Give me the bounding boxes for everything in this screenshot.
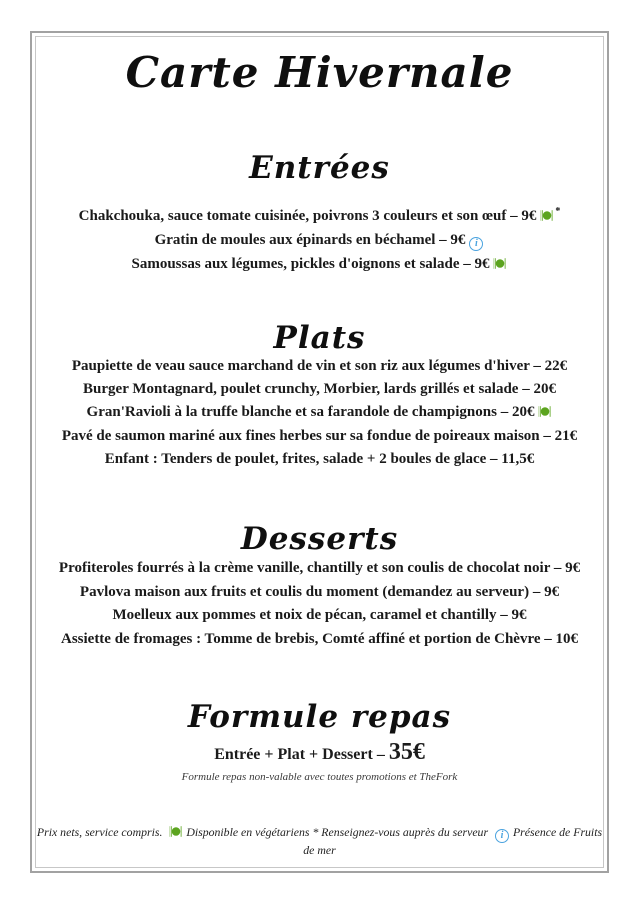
menu-item-text: Gran'Ravioli à la truffe blanche et sa farandole de champignons – 20€: [86, 404, 535, 421]
page-title: Carte Hivernale: [125, 48, 514, 97]
vegetarian-icon: [169, 825, 182, 840]
section-items-entrees: [30, 200, 609, 276]
menu-item: [30, 252, 609, 276]
menu-item-text: Paupiette de veau sauce marchand de vin et son riz aux légumes d'hiver – 22€: [71, 358, 568, 374]
menu-item: [30, 557, 609, 581]
menu-item: [30, 448, 609, 471]
menu-item: [30, 581, 609, 605]
menu-item-text: Gratin de moules aux épinards en béchamel – 9€: [154, 232, 466, 248]
vegetarian-icon: [540, 204, 553, 228]
menu-item-text: Assiette de fromages : Tomme de brebis, Comté affiné et portion de Chèvre – 10€: [60, 630, 578, 647]
menu-item-text: Samoussas aux légumes, pickles d'oignons et salade – 9€: [131, 256, 490, 272]
menu-item-text: Enfant : Tenders de poulet, frites, salade + 2 boules de glace – 11,5€: [104, 450, 535, 467]
footer-legal-line: [30, 825, 609, 858]
menu-item-text: Profiteroles fourrés à la crème vanille, chantilly et son coulis de chocolat noir – 9€: [58, 560, 581, 576]
footer-text-prices: Prix nets, service compris.: [36, 825, 163, 839]
menu-item: [30, 378, 609, 401]
section-heading-formule: Formule repas: [187, 699, 452, 735]
formule-price: 35€: [388, 739, 425, 765]
section-heading-desserts: Desserts: [240, 521, 399, 557]
footer-text-vegetarian: Disponible en végétariens * Renseignez-vous auprès du serveur: [186, 825, 489, 839]
menu-item: [30, 425, 609, 448]
menu-item-text: Pavé de saumon mariné aux fines herbes sur sa fondue de poireaux maison – 21€: [61, 427, 578, 444]
info-icon: i: [495, 829, 509, 843]
menu-item: [30, 228, 609, 252]
menu-item: [30, 401, 609, 424]
vegetarian-icon: [493, 252, 506, 276]
info-icon: i: [469, 237, 483, 251]
section-heading-plats: Plats: [273, 320, 366, 356]
menu-item: [30, 200, 609, 228]
menu-item-text: Burger Montagnard, poulet crunchy, Morbier, lards grillés et salade – 20€: [83, 381, 556, 398]
menu-item-text: Chakchouka, sauce tomate cuisinée, poivrons 3 couleurs et son œuf – 9€: [78, 208, 537, 224]
formule-line-text: Entrée + Plat + Dessert –: [214, 746, 389, 763]
menu-item: [30, 355, 609, 378]
section-items-plats: [30, 355, 609, 471]
menu-item: [30, 628, 609, 652]
menu-item-text: Pavlova maison aux fruits et coulis du moment (demandez au serveur) – 9€: [79, 583, 560, 600]
vegetarian-icon: [538, 401, 551, 424]
menu-item-text: Moelleux aux pommes et noix de pécan, caramel et chantilly – 9€: [112, 607, 527, 623]
footnote-asterisk: *: [555, 206, 561, 217]
section-heading-entrees: Entrées: [249, 150, 390, 186]
section-items-desserts: [30, 557, 609, 651]
footer-text-seafood: Présence de Fruits de mer: [303, 825, 603, 857]
formule-note: Formule repas non-valable avec toutes promotions et TheFork: [181, 771, 458, 783]
formule-line: [30, 738, 609, 769]
menu-item: [30, 604, 609, 628]
